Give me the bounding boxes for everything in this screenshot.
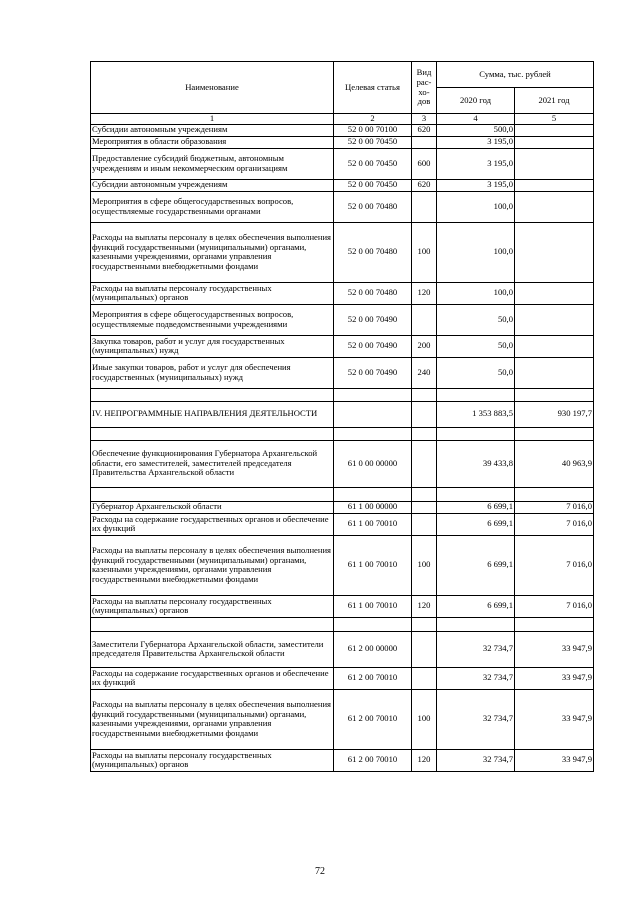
row-sum-2021	[515, 617, 594, 631]
row-name: Субсидии автономным учреждениям	[91, 179, 334, 191]
row-sum-2020: 6 699,1	[437, 513, 515, 535]
table-row	[91, 357, 594, 388]
row-sum-2020: 3 195,0	[437, 148, 515, 179]
table-body	[91, 124, 594, 771]
table-row	[91, 191, 594, 222]
row-sum-2020: 39 433,8	[437, 440, 515, 487]
table-row	[91, 136, 594, 148]
row-sum-2020: 1 353 883,5	[437, 401, 515, 427]
row-name: Расходы на выплаты персоналу государственных (муниципальных) органов	[91, 595, 334, 617]
row-expense-type: 120	[412, 749, 437, 771]
row-expense-type	[412, 304, 437, 335]
table-row	[91, 513, 594, 535]
row-target-article: 61 1 00 70010	[334, 595, 412, 617]
table-row	[91, 335, 594, 357]
table-row	[91, 440, 594, 487]
row-name: Губернатор Архангельской области	[91, 501, 334, 513]
row-sum-2021: 7 016,0	[515, 501, 594, 513]
row-sum-2020	[437, 427, 515, 440]
table-row	[91, 535, 594, 595]
row-sum-2021	[515, 427, 594, 440]
row-sum-2020: 32 734,7	[437, 631, 515, 667]
row-sum-2021: 7 016,0	[515, 595, 594, 617]
row-target-article: 52 0 00 70450	[334, 136, 412, 148]
row-sum-2021	[515, 282, 594, 304]
row-target-article	[334, 401, 412, 427]
row-name: Иные закупки товаров, работ и услуг для обеспечения государственных (муниципальных) нужд	[91, 357, 334, 388]
row-sum-2020: 3 195,0	[437, 179, 515, 191]
row-name	[91, 427, 334, 440]
row-target-article: 61 2 00 70010	[334, 667, 412, 689]
row-name: Мероприятия в сфере общегосударственных вопросов, осуществляемые государственными органами	[91, 191, 334, 222]
row-target-article: 52 0 00 70480	[334, 282, 412, 304]
row-name: Расходы на выплаты персоналу государственных (муниципальных) органов	[91, 749, 334, 771]
row-sum-2021: 7 016,0	[515, 535, 594, 595]
row-expense-type: 620	[412, 179, 437, 191]
row-sum-2021	[515, 124, 594, 136]
row-sum-2020: 100,0	[437, 282, 515, 304]
row-expense-type	[412, 667, 437, 689]
row-target-article: 61 2 00 00000	[334, 631, 412, 667]
row-sum-2021	[515, 388, 594, 401]
row-expense-type	[412, 487, 437, 501]
row-expense-type	[412, 631, 437, 667]
row-expense-type	[412, 401, 437, 427]
row-sum-2021	[515, 191, 594, 222]
row-sum-2020: 6 699,1	[437, 595, 515, 617]
row-name: Расходы на выплаты персоналу в целях обеспечения выполнения функций государственными (муниципальными) органами, казенными учреждениями, органами управления государственными внебюджетными фондами	[91, 222, 334, 282]
row-target-article	[334, 617, 412, 631]
row-target-article: 61 1 00 70010	[334, 513, 412, 535]
row-target-article	[334, 388, 412, 401]
row-sum-2021: 33 947,9	[515, 667, 594, 689]
row-name: Обеспечение функционирования Губернатора Архангельской области, его заместителей, заместителей председателя Правительства Архангельской области	[91, 440, 334, 487]
header-year-2021: 2021 год	[515, 88, 594, 114]
row-expense-type	[412, 427, 437, 440]
row-target-article: 61 1 00 70010	[334, 535, 412, 595]
table-row	[91, 124, 594, 136]
table-row	[91, 222, 594, 282]
row-expense-type: 600	[412, 148, 437, 179]
row-name	[91, 388, 334, 401]
row-sum-2020: 100,0	[437, 222, 515, 282]
row-sum-2021: 33 947,9	[515, 689, 594, 749]
row-target-article	[334, 427, 412, 440]
spacer-row	[91, 388, 594, 401]
row-expense-type: 100	[412, 689, 437, 749]
row-sum-2021	[515, 304, 594, 335]
row-sum-2021: 33 947,9	[515, 631, 594, 667]
row-sum-2020: 32 734,7	[437, 667, 515, 689]
row-sum-2021	[515, 357, 594, 388]
row-target-article: 52 0 00 70480	[334, 222, 412, 282]
row-expense-type: 240	[412, 357, 437, 388]
row-sum-2020: 6 699,1	[437, 535, 515, 595]
spacer-row	[91, 427, 594, 440]
table-row	[91, 501, 594, 513]
row-sum-2021	[515, 222, 594, 282]
page-number: 72	[315, 866, 325, 877]
row-expense-type: 120	[412, 282, 437, 304]
row-name: Субсидии автономным учреждениям	[91, 124, 334, 136]
row-sum-2020: 32 734,7	[437, 689, 515, 749]
row-sum-2021	[515, 179, 594, 191]
column-index: 5	[515, 114, 594, 125]
row-expense-type	[412, 440, 437, 487]
row-sum-2020	[437, 487, 515, 501]
row-name: Заместители Губернатора Архангельской области, заместители председателя Правительства Архангельской области	[91, 631, 334, 667]
row-sum-2021	[515, 335, 594, 357]
spacer-row	[91, 617, 594, 631]
row-expense-type	[412, 136, 437, 148]
spacer-row	[91, 487, 594, 501]
row-sum-2020: 3 195,0	[437, 136, 515, 148]
row-sum-2021	[515, 148, 594, 179]
row-name: Закупка товаров, работ и услуг для государственных (муниципальных) нужд	[91, 335, 334, 357]
table-row	[91, 689, 594, 749]
table-row	[91, 401, 594, 427]
row-sum-2021: 930 197,7	[515, 401, 594, 427]
row-sum-2020: 50,0	[437, 304, 515, 335]
table-header	[91, 62, 594, 125]
budget-table	[90, 61, 594, 772]
row-name: Мероприятия в сфере общегосударственных вопросов, осуществляемые подведомственными учреждениями	[91, 304, 334, 335]
row-expense-type	[412, 513, 437, 535]
header-target-article: Целевая статья	[334, 62, 412, 114]
row-name	[91, 487, 334, 501]
row-name: Расходы на выплаты персоналу в целях обеспечения выполнения функций государственными (муниципальными) органами, казенными учреждениями, органами управления государственными внебюджетными фондами	[91, 689, 334, 749]
row-name	[91, 617, 334, 631]
table-row	[91, 148, 594, 179]
column-index: 4	[437, 114, 515, 125]
table-row	[91, 304, 594, 335]
row-expense-type	[412, 388, 437, 401]
table-row	[91, 595, 594, 617]
row-target-article: 52 0 00 70480	[334, 191, 412, 222]
column-index: 2	[334, 114, 412, 125]
row-name: Мероприятия в области образования	[91, 136, 334, 148]
table-row	[91, 179, 594, 191]
row-expense-type: 120	[412, 595, 437, 617]
table-row	[91, 749, 594, 771]
row-sum-2020: 50,0	[437, 357, 515, 388]
row-target-article: 52 0 00 70490	[334, 304, 412, 335]
table-row	[91, 667, 594, 689]
row-target-article	[334, 487, 412, 501]
row-expense-type	[412, 617, 437, 631]
row-expense-type: 620	[412, 124, 437, 136]
header-sum: Сумма, тыс. рублей	[437, 62, 594, 88]
table-row	[91, 282, 594, 304]
header-year-2020: 2020 год	[437, 88, 515, 114]
row-sum-2020: 100,0	[437, 191, 515, 222]
row-target-article: 61 2 00 70010	[334, 749, 412, 771]
row-expense-type: 100	[412, 535, 437, 595]
row-sum-2021	[515, 487, 594, 501]
row-sum-2021	[515, 136, 594, 148]
row-expense-type: 200	[412, 335, 437, 357]
row-target-article: 52 0 00 70450	[334, 148, 412, 179]
row-sum-2020: 32 734,7	[437, 749, 515, 771]
column-index-row	[91, 114, 594, 125]
row-name: Расходы на выплаты персоналу в целях обеспечения выполнения функций государственными (муниципальными) органами, казенными учреждениями, органами управления государственными внебюджетными фондами	[91, 535, 334, 595]
row-sum-2020: 50,0	[437, 335, 515, 357]
row-target-article: 61 2 00 70010	[334, 689, 412, 749]
row-target-article: 52 0 00 70490	[334, 357, 412, 388]
row-expense-type	[412, 501, 437, 513]
table-row	[91, 631, 594, 667]
row-target-article: 52 0 00 70100	[334, 124, 412, 136]
row-target-article: 52 0 00 70490	[334, 335, 412, 357]
row-sum-2020	[437, 388, 515, 401]
row-expense-type: 100	[412, 222, 437, 282]
header-expense-type: Вид рас- хо- дов	[412, 62, 437, 114]
row-target-article: 61 0 00 00000	[334, 440, 412, 487]
row-sum-2021: 33 947,9	[515, 749, 594, 771]
row-sum-2020	[437, 617, 515, 631]
column-index: 1	[91, 114, 334, 125]
column-index: 3	[412, 114, 437, 125]
row-sum-2021: 7 016,0	[515, 513, 594, 535]
row-sum-2020: 500,0	[437, 124, 515, 136]
row-name: IV. НЕПРОГРАММНЫЕ НАПРАВЛЕНИЯ ДЕЯТЕЛЬНОСТИ	[91, 401, 334, 427]
row-name: Расходы на содержание государственных органов и обеспечение их функций	[91, 667, 334, 689]
row-sum-2020: 6 699,1	[437, 501, 515, 513]
row-name: Расходы на выплаты персоналу государственных (муниципальных) органов	[91, 282, 334, 304]
row-target-article: 52 0 00 70450	[334, 179, 412, 191]
row-name: Расходы на содержание государственных органов и обеспечение их функций	[91, 513, 334, 535]
row-name: Предоставление субсидий бюджетным, автономным учреждениям и иным некоммерческим организациям	[91, 148, 334, 179]
row-expense-type	[412, 191, 437, 222]
header-name: Наименование	[91, 62, 334, 114]
row-target-article: 61 1 00 00000	[334, 501, 412, 513]
row-sum-2021: 40 963,9	[515, 440, 594, 487]
